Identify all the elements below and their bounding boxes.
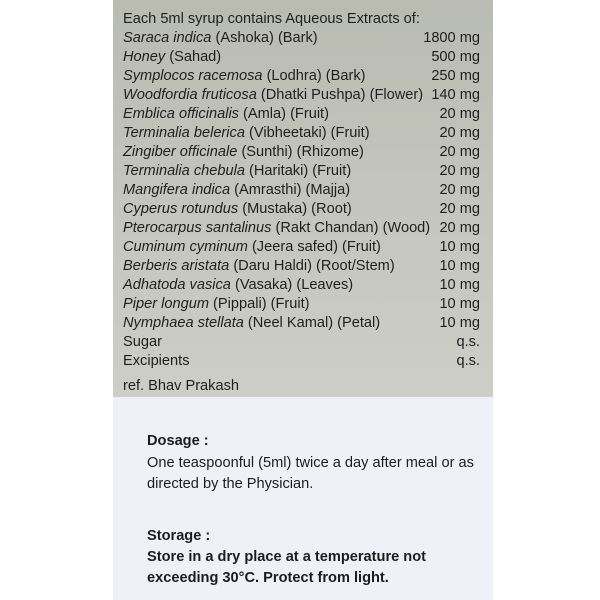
- ingredient-amount: 20 mg: [439, 106, 480, 122]
- ingredient-common-name: (Daru Haldi) (Root/Stem): [229, 258, 395, 274]
- ingredient-row: [123, 219, 480, 238]
- ingredients-list: [123, 29, 480, 371]
- ingredient-amount: 20 mg: [439, 182, 480, 198]
- ingredients-intro: Each 5ml syrup contains Aqueous Extracts of:: [123, 11, 420, 27]
- ingredient-row: [123, 143, 480, 162]
- ingredient-amount: 20 mg: [439, 144, 480, 160]
- ingredient-amount: 250 mg: [431, 68, 480, 84]
- ingredient-botanical-name: Piper longum: [123, 296, 209, 312]
- ingredient-name: [123, 48, 221, 67]
- ingredient-common-name: (Amrasthi) (Majja): [230, 182, 351, 198]
- ingredient-common-name: (Neel Kamal) (Petal): [243, 315, 381, 331]
- ingredient-row: [123, 48, 480, 67]
- ingredient-name: [123, 295, 310, 314]
- ingredient-name: [123, 29, 318, 48]
- ingredient-amount: q.s.: [456, 353, 480, 369]
- ingredient-row: [123, 238, 480, 257]
- ingredient-botanical-name: Honey: [123, 49, 166, 65]
- ingredient-name: [123, 124, 370, 143]
- ingredient-amount: 500 mg: [431, 49, 480, 65]
- ingredient-name: [123, 143, 364, 162]
- dosage-heading: Dosage :: [147, 433, 209, 449]
- ingredient-amount: 20 mg: [439, 163, 480, 179]
- ingredient-botanical-name: Nymphaea stellata: [123, 315, 244, 331]
- ingredient-name: [123, 257, 395, 276]
- ingredient-botanical-name: Zingiber officinale: [123, 144, 238, 160]
- ingredient-row: [123, 333, 480, 352]
- storage-text: Store in a dry place at a temperature not exceeding 30°C. Protect from light.: [147, 549, 426, 586]
- ingredient-botanical-name: Mangifera indica: [123, 182, 231, 198]
- ingredients-section: [113, 0, 493, 397]
- ingredient-name: [123, 181, 350, 200]
- ingredient-common-name: (Pippali) (Fruit): [209, 296, 310, 312]
- ingredient-amount: 20 mg: [439, 220, 480, 236]
- ingredient-name: [123, 352, 190, 371]
- ingredient-row: [123, 200, 480, 219]
- ingredient-botanical-name: Terminalia belerica: [123, 125, 245, 141]
- ingredient-amount: 10 mg: [439, 315, 480, 331]
- ingredient-amount: 10 mg: [439, 277, 480, 293]
- ingredient-row: [123, 181, 480, 200]
- ingredient-botanical-name: Berberis aristata: [123, 258, 230, 274]
- ingredient-common-name: (Amla) (Fruit): [238, 106, 329, 122]
- ingredient-name: [123, 105, 329, 124]
- ingredient-row: [123, 162, 480, 181]
- ingredient-botanical-name: Emblica officinalis: [123, 106, 239, 122]
- ingredient-amount: 140 mg: [431, 87, 480, 103]
- dosage-text: One teaspoonful (5ml) twice a day after meal or as directed by the Physician.: [147, 455, 474, 492]
- ingredient-name: [123, 200, 352, 219]
- ingredient-amount: q.s.: [456, 334, 480, 350]
- ingredient-name: [123, 162, 351, 181]
- ingredient-amount: 20 mg: [439, 125, 480, 141]
- reference-text: ref. Bhav Prakash: [123, 378, 239, 394]
- ingredient-common-name: (Lodhra) (Bark): [262, 68, 366, 84]
- ingredient-common-name: (Vibheetaki) (Fruit): [244, 125, 370, 141]
- ingredient-name: [123, 276, 353, 295]
- ingredient-amount: 1800 mg: [423, 30, 480, 46]
- info-section: [113, 397, 493, 600]
- storage-heading: Storage :: [147, 528, 211, 544]
- ingredient-common-name: (Sunthi) (Rhizome): [237, 144, 364, 160]
- ingredient-row: [123, 67, 480, 86]
- ingredient-common-name: Sugar: [123, 334, 162, 350]
- ingredient-common-name: (Rakt Chandan) (Wood): [271, 220, 431, 236]
- ingredient-row: [123, 295, 480, 314]
- ingredient-row: [123, 86, 480, 105]
- ingredient-botanical-name: Adhatoda vasica: [123, 277, 231, 293]
- ingredient-common-name: (Ashoka) (Bark): [211, 30, 318, 46]
- ingredient-row: [123, 352, 480, 371]
- ingredient-botanical-name: Cyperus rotundus: [123, 201, 239, 217]
- ingredient-row: [123, 29, 480, 48]
- ingredient-name: [123, 67, 366, 86]
- ingredient-common-name: (Mustaka) (Root): [238, 201, 352, 217]
- ingredient-common-name: (Jeera safed) (Fruit): [247, 239, 381, 255]
- ingredient-name: [123, 314, 380, 333]
- ingredient-amount: 10 mg: [439, 296, 480, 312]
- ingredient-common-name: Excipients: [123, 353, 190, 369]
- ingredient-row: [123, 105, 480, 124]
- ingredient-botanical-name: Symplocos racemosa: [123, 68, 263, 84]
- ingredient-row: [123, 314, 480, 333]
- ingredient-amount: 20 mg: [439, 201, 480, 217]
- ingredient-botanical-name: Saraca indica: [123, 30, 212, 46]
- ingredient-botanical-name: Pterocarpus santalinus: [123, 220, 272, 236]
- ingredient-row: [123, 276, 480, 295]
- ingredient-name: [123, 238, 381, 257]
- ingredient-botanical-name: Terminalia chebula: [123, 163, 245, 179]
- ingredient-name: [123, 86, 423, 105]
- ingredient-name: [123, 333, 162, 352]
- ingredient-name: [123, 219, 430, 238]
- ingredient-row: [123, 257, 480, 276]
- ingredient-botanical-name: Cuminum cyminum: [123, 239, 248, 255]
- ingredient-amount: 10 mg: [439, 239, 480, 255]
- ingredient-common-name: (Haritaki) (Fruit): [244, 163, 352, 179]
- ingredient-amount: 10 mg: [439, 258, 480, 274]
- ingredient-common-name: (Dhatki Pushpa) (Flower): [256, 87, 424, 103]
- ingredient-botanical-name: Woodfordia fruticosa: [123, 87, 257, 103]
- ingredient-common-name: (Vasaka) (Leaves): [230, 277, 354, 293]
- ingredient-common-name: (Sahad): [165, 49, 222, 65]
- ingredient-row: [123, 124, 480, 143]
- product-label: [113, 0, 493, 600]
